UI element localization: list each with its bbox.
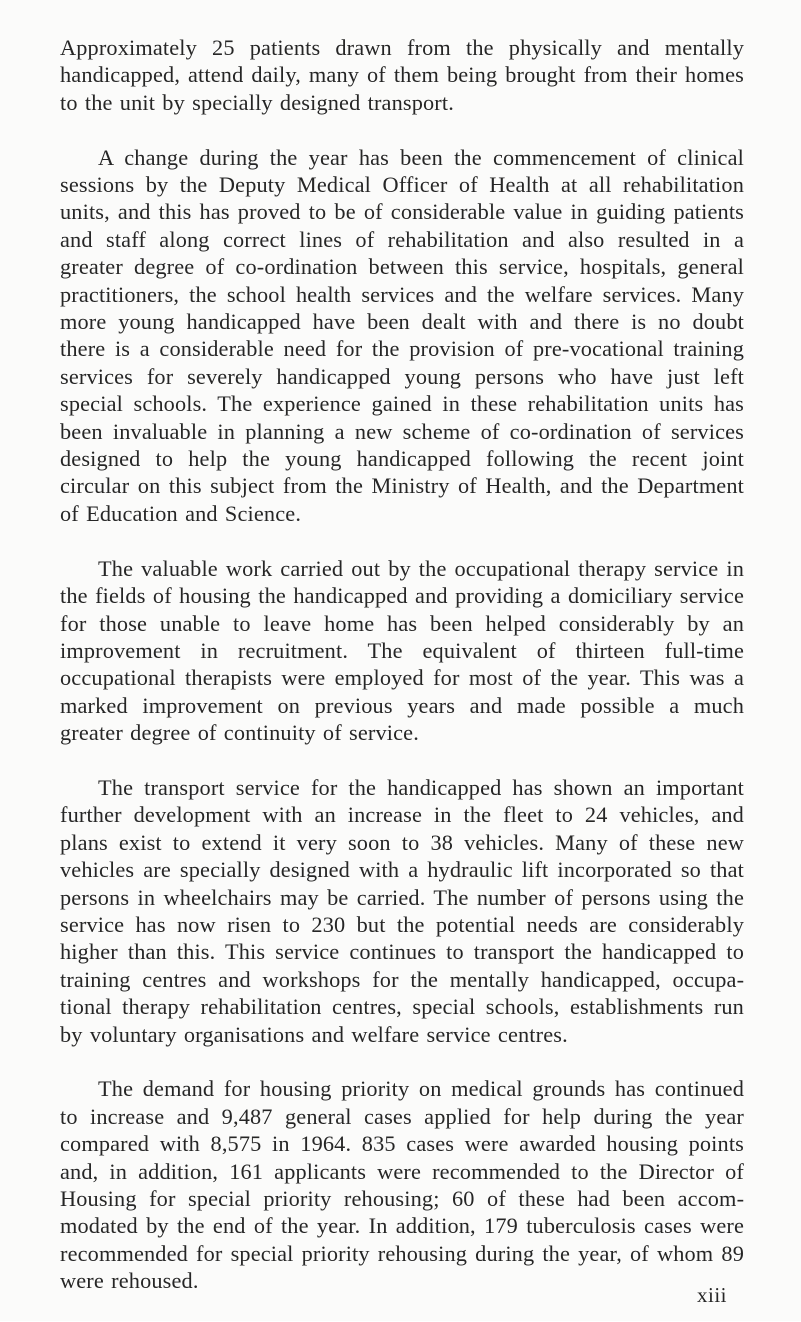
paragraph-housing-priority: The demand for housing priority on medical grounds has continued to increase and 9,487 general cases applied for help during the year compared with 8,575 in 1964. 835 cases were awarded housing points and, in addition, 161 applicants were recommended to the Director of Housing for special priority rehousing; 60 of these had been accommodated by the end of the year. In addition, 179 tuberculosis cases were recommended for special priority rehousing during the year, of whom 89 were rehoused. (60, 1076, 744, 1294)
paragraph-occupational-therapy: The valuable work carried out by the occupational therapy service in the fields of housing the handicapped and providing a domiciliary service for those unable to leave home has been helped considerably by an improvement in recruitment. The equivalent of thirteen full-time occupational therapists were employed for most of the year. This was a marked improvement on previous years and made possible a much greater degree of continuity of service. (60, 555, 744, 746)
paragraph-day-unit-patients: Approximately 25 patients drawn from the physically and mentally handicapped, attend daily, many of them being brought from their homes to the unit by specially designed transport. (60, 35, 744, 115)
body-text (60, 34, 744, 1322)
paragraph-clinical-sessions: A change during the year has been the commencement of clinical sessions by the Deputy Medical Officer of Health at all rehabilitation units, and this has proved to be of considerable value in guiding patients and staff along correct lines of rehabilitation and also resulted in a greater degree of co-ordination between this service, hospitals, general practitioners, the school health services and the welfare services. Many more young handicapped have been dealt with and there is no doubt there is a considerable need for the provision of pre-vocational training services for severely handicapped young persons who have just left special schools. The experience gained in these rehabilitation units has been invaluable in planning a new scheme of co-ordination of services designed to help the young handicapped following the recent joint circular on this subject from the Ministry of Health, and the Department of Education and Science. (60, 144, 744, 526)
page-number: xiii (697, 1283, 728, 1307)
paragraph-transport-service: The transport service for the handicapped has shown an important further development with an increase in the fleet to 24 vehicles, and plans exist to extend it very soon to 38 vehicles. Many of these new vehicles are specially designed with a hydraulic lift incorporated so that persons in wheelchairs may be carried. The number of persons using the service has now risen to 230 but the potential needs are considerably higher than this. This service continues to transport the handicapped to training centres and workshops for the mentally handicapped, occupational therapy rehabilitation centres, special schools, establishments run by voluntary organisations and welfare service centres. (60, 774, 744, 1047)
